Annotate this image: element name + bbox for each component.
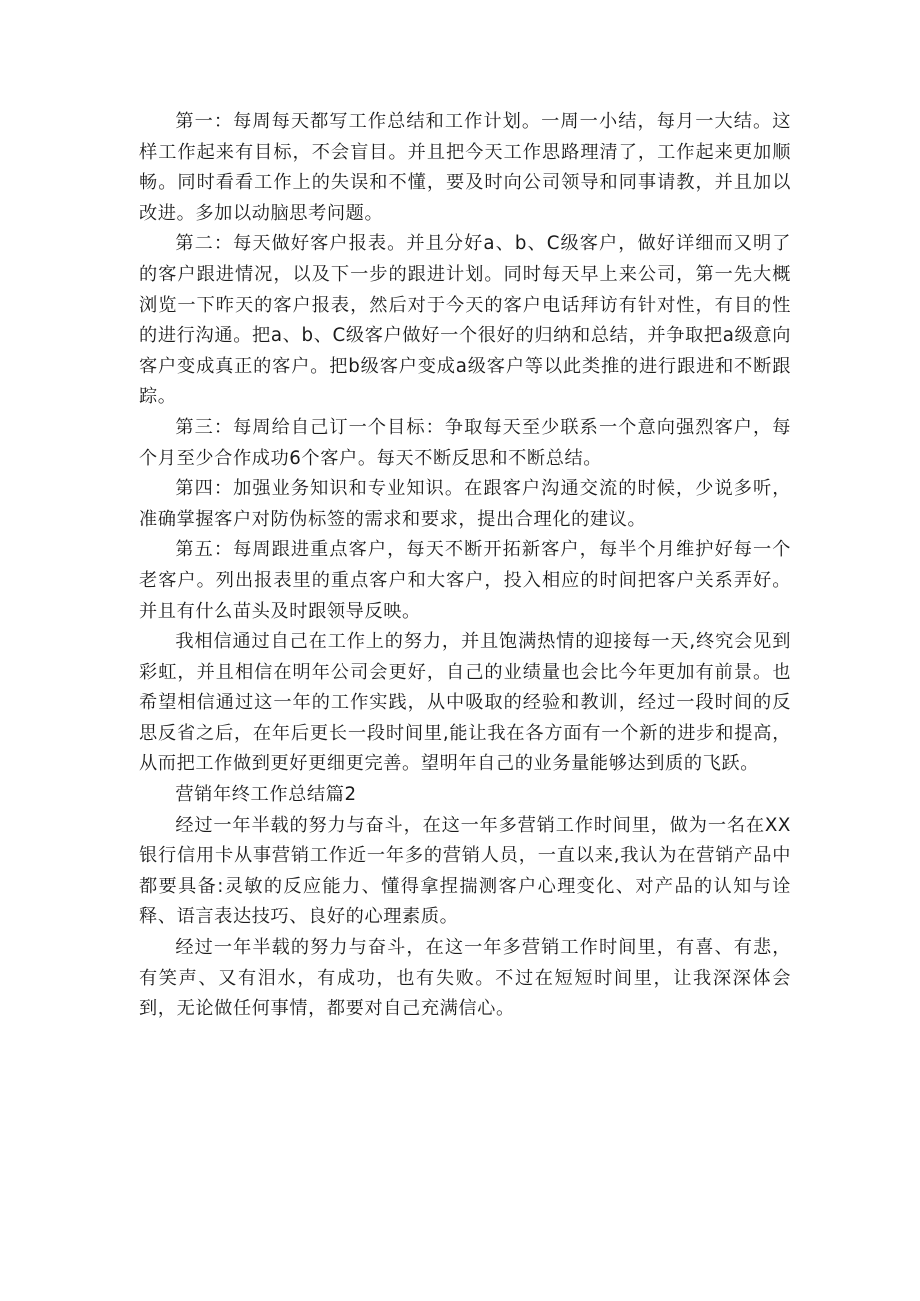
section-paragraph-confidence: 经过一年半载的努力与奋斗，在这一年多营销工作时间里，有喜、有悲，有笑声、又有泪水，有成功，也有失败。不过在短短时间里，让我深深体会到，无论做任何事情，都要对自己充满信心。 [139, 937, 791, 1020]
document-body [139, 107, 791, 1025]
paragraph-second-point: 第二：每天做好客户报表。并且分好a、b、C级客户，做好详细而又明了的客户跟进情况，以及下一步的跟进计划。同时每天早上来公司，第一先大概浏览一下昨天的客户报表，然后对于今天的客户电话拜访有针对性，有目的性的进行沟通。把a、b、C级客户做好一个很好的归纳和总结，并争取把a级意向客户变成真正的客户。把b级客户变成a级客户等以此类推的进行跟进和不断跟踪。 [139, 233, 791, 408]
paragraph-fifth-point: 第五：每周跟进重点客户，每天不断开拓新客户，每半个月维护好每一个老客户。列出报表里的重点客户和大客户，投入相应的时间把客户关系弄好。并且有什么苗头及时跟领导反映。 [139, 539, 791, 622]
paragraph-conclusion: 我相信通过自己在工作上的努力，并且饱满热情的迎接每一天,终究会见到彩虹，并且相信在明年公司会更好，自己的业绩量也会比今年更加有前景。也希望相信通过这一年的工作实践，从中吸取的经验和教训，经过一段时间的反思反省之后，在年后更长一段时间里,能让我在各方面有一个新的进步和提高，从而把工作做到更好更细更完善。望明年自己的业务量能够达到质的飞跃。 [139, 631, 791, 775]
paragraph-first-point: 第一：每周每天都写工作总结和工作计划。一周一小结，每月一大结。这样工作起来有目标，不会盲目。并且把今天工作思路理清了，工作起来更加顺畅。同时看看工作上的失误和不懂，要及时向公司领导和同事请教，并且加以改进。多加以动脑思考问题。 [139, 111, 791, 224]
section-paragraph-intro: 经过一年半载的努力与奋斗，在这一年多营销工作时间里，做为一名在XX银行信用卡从事营销工作近一年多的营销人员，一直以来,我认为在营销产品中都要具备:灵敏的反应能力、懂得拿捏揣测客户心理变化、对产品的认知与诠释、语言表达技巧、良好的心理素质。 [139, 814, 791, 928]
paragraph-fourth-point: 第四：加强业务知识和专业知识。在跟客户沟通交流的时候，少说多听，准确掌握客户对防伪标签的需求和要求，提出合理化的建议。 [139, 478, 791, 530]
section-heading: 营销年终工作总结篇2 [175, 784, 357, 806]
paragraph-third-point: 第三：每周给自己订一个目标：争取每天至少联系一个意向强烈客户，每个月至少合作成功6个客户。每天不断反思和不断总结。 [139, 416, 791, 469]
